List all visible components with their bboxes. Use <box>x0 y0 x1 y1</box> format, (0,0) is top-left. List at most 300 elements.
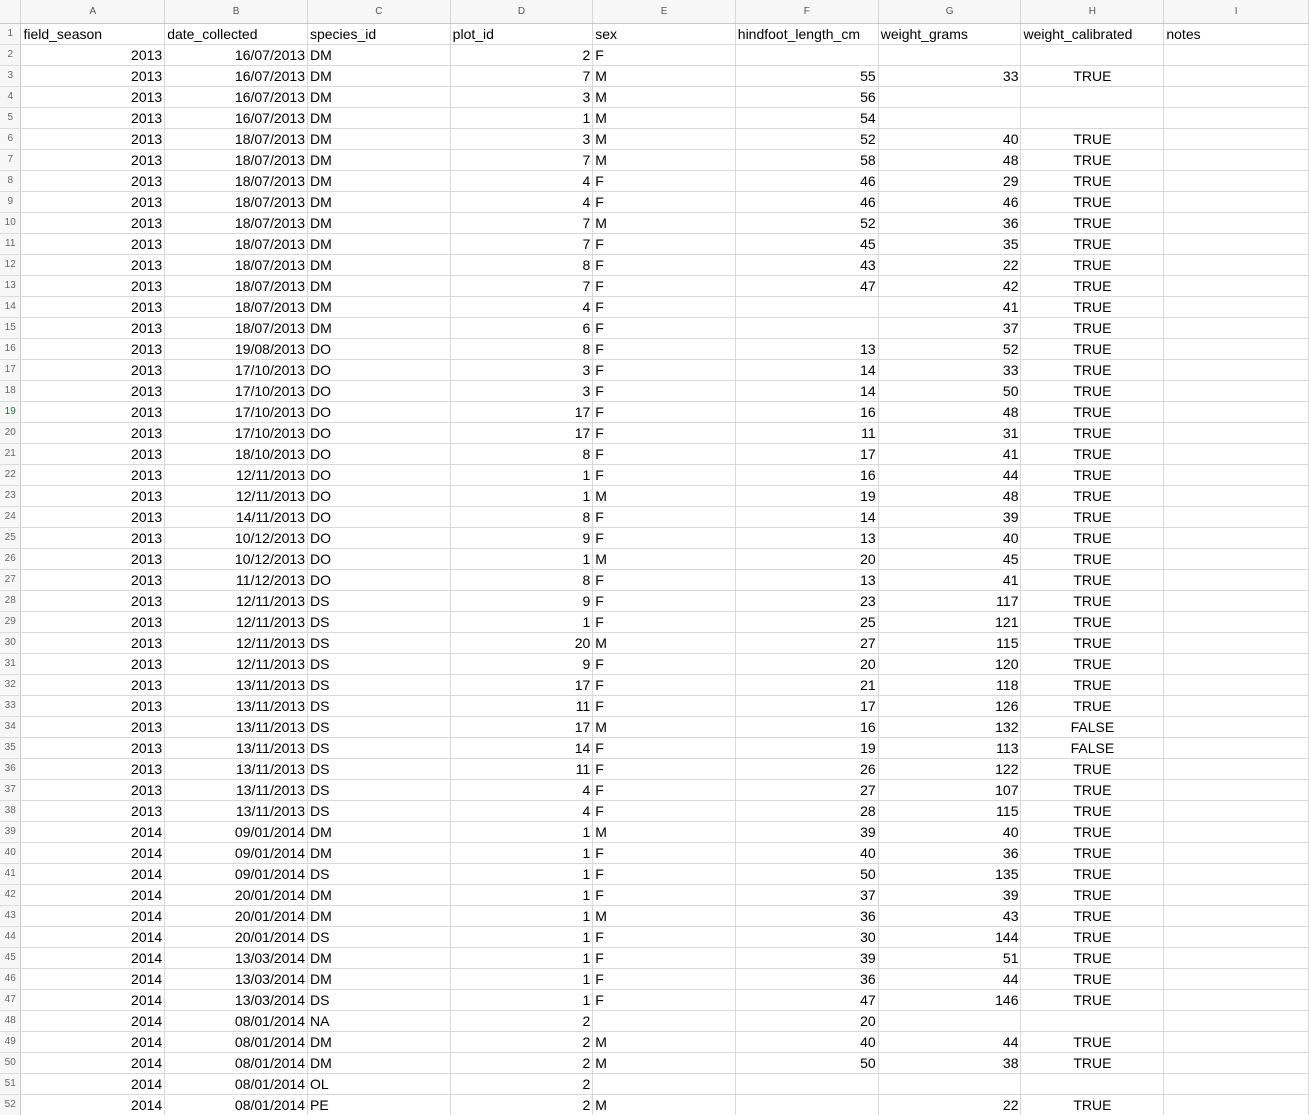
cell-a15[interactable]: 2013 <box>21 317 165 338</box>
cell-c46[interactable]: DM <box>307 968 450 989</box>
cell-e8[interactable]: F <box>593 170 736 191</box>
cell-g10[interactable]: 36 <box>878 212 1021 233</box>
cell-b17[interactable]: 17/10/2013 <box>165 359 308 380</box>
cell-g52[interactable]: 22 <box>878 1094 1021 1115</box>
cell-g15[interactable]: 37 <box>878 317 1021 338</box>
cell-h4[interactable] <box>1021 86 1164 107</box>
row-header-4[interactable]: 4 <box>0 86 21 107</box>
cell-e3[interactable]: M <box>593 65 736 86</box>
cell-f43[interactable]: 36 <box>735 905 878 926</box>
cell-h2[interactable] <box>1021 44 1164 65</box>
cell-f38[interactable]: 28 <box>735 800 878 821</box>
cell-a9[interactable]: 2013 <box>21 191 165 212</box>
cell-b45[interactable]: 13/03/2014 <box>165 947 308 968</box>
cell-g28[interactable]: 117 <box>878 590 1021 611</box>
cell-i47[interactable] <box>1164 989 1309 1010</box>
cell-h11[interactable]: TRUE <box>1021 233 1164 254</box>
cell-e42[interactable]: F <box>593 884 736 905</box>
cell-c31[interactable]: DS <box>307 653 450 674</box>
cell-e19[interactable]: F <box>593 401 736 422</box>
cell-d39[interactable]: 1 <box>450 821 593 842</box>
cell-i25[interactable] <box>1164 527 1309 548</box>
cell-b12[interactable]: 18/07/2013 <box>165 254 308 275</box>
cell-g17[interactable]: 33 <box>878 359 1021 380</box>
cell-f15[interactable] <box>735 317 878 338</box>
cell-i8[interactable] <box>1164 170 1309 191</box>
cell-c10[interactable]: DM <box>307 212 450 233</box>
cell-e13[interactable]: F <box>593 275 736 296</box>
cell-h15[interactable]: TRUE <box>1021 317 1164 338</box>
cell-b27[interactable]: 11/12/2013 <box>165 569 308 590</box>
cell-c8[interactable]: DM <box>307 170 450 191</box>
cell-d47[interactable]: 1 <box>450 989 593 1010</box>
cell-d43[interactable]: 1 <box>450 905 593 926</box>
cell-c39[interactable]: DM <box>307 821 450 842</box>
cell-g34[interactable]: 132 <box>878 716 1021 737</box>
cell-d27[interactable]: 8 <box>450 569 593 590</box>
cell-h52[interactable]: TRUE <box>1021 1094 1164 1115</box>
cell-c20[interactable]: DO <box>307 422 450 443</box>
cell-d6[interactable]: 3 <box>450 128 593 149</box>
cell-d28[interactable]: 9 <box>450 590 593 611</box>
cell-f40[interactable]: 40 <box>735 842 878 863</box>
cell-f28[interactable]: 23 <box>735 590 878 611</box>
cell-i24[interactable] <box>1164 506 1309 527</box>
cell-h48[interactable] <box>1021 1010 1164 1031</box>
cell-a8[interactable]: 2013 <box>21 170 165 191</box>
cell-a46[interactable]: 2014 <box>21 968 165 989</box>
cell-a36[interactable]: 2013 <box>21 758 165 779</box>
cell-c15[interactable]: DM <box>307 317 450 338</box>
cell-a16[interactable]: 2013 <box>21 338 165 359</box>
cell-d35[interactable]: 14 <box>450 737 593 758</box>
cell-a14[interactable]: 2013 <box>21 296 165 317</box>
cell-c38[interactable]: DS <box>307 800 450 821</box>
cell-b11[interactable]: 18/07/2013 <box>165 233 308 254</box>
row-header-47[interactable]: 47 <box>0 989 21 1010</box>
cell-b37[interactable]: 13/11/2013 <box>165 779 308 800</box>
cell-a50[interactable]: 2014 <box>21 1052 165 1073</box>
cell-d30[interactable]: 20 <box>450 632 593 653</box>
cell-h17[interactable]: TRUE <box>1021 359 1164 380</box>
cell-a22[interactable]: 2013 <box>21 464 165 485</box>
cell-b41[interactable]: 09/01/2014 <box>165 863 308 884</box>
cell-a34[interactable]: 2013 <box>21 716 165 737</box>
cell-i17[interactable] <box>1164 359 1309 380</box>
cell-b50[interactable]: 08/01/2014 <box>165 1052 308 1073</box>
cell-c16[interactable]: DO <box>307 338 450 359</box>
header-cell-weight-calibrated[interactable]: weight_calibrated <box>1021 23 1164 44</box>
cell-f30[interactable]: 27 <box>735 632 878 653</box>
cell-b14[interactable]: 18/07/2013 <box>165 296 308 317</box>
cell-h51[interactable] <box>1021 1073 1164 1094</box>
cell-d4[interactable]: 3 <box>450 86 593 107</box>
cell-f37[interactable]: 27 <box>735 779 878 800</box>
cell-a32[interactable]: 2013 <box>21 674 165 695</box>
cell-f11[interactable]: 45 <box>735 233 878 254</box>
cell-a6[interactable]: 2013 <box>21 128 165 149</box>
cell-i7[interactable] <box>1164 149 1309 170</box>
cell-i44[interactable] <box>1164 926 1309 947</box>
cell-d14[interactable]: 4 <box>450 296 593 317</box>
cell-c23[interactable]: DO <box>307 485 450 506</box>
cell-c19[interactable]: DO <box>307 401 450 422</box>
cell-d45[interactable]: 1 <box>450 947 593 968</box>
cell-g36[interactable]: 122 <box>878 758 1021 779</box>
cell-h21[interactable]: TRUE <box>1021 443 1164 464</box>
cell-b10[interactable]: 18/07/2013 <box>165 212 308 233</box>
cell-h50[interactable]: TRUE <box>1021 1052 1164 1073</box>
cell-i50[interactable] <box>1164 1052 1309 1073</box>
cell-e35[interactable]: F <box>593 737 736 758</box>
row-header-29[interactable]: 29 <box>0 611 21 632</box>
cell-h42[interactable]: TRUE <box>1021 884 1164 905</box>
cell-h36[interactable]: TRUE <box>1021 758 1164 779</box>
row-header-46[interactable]: 46 <box>0 968 21 989</box>
cell-a49[interactable]: 2014 <box>21 1031 165 1052</box>
cell-f6[interactable]: 52 <box>735 128 878 149</box>
header-cell-plot-id[interactable]: plot_id <box>450 23 593 44</box>
row-header-19[interactable]: 19 <box>0 401 21 422</box>
cell-b33[interactable]: 13/11/2013 <box>165 695 308 716</box>
row-header-34[interactable]: 34 <box>0 716 21 737</box>
select-all-corner[interactable] <box>0 0 21 23</box>
cell-e52[interactable]: M <box>593 1094 736 1115</box>
cell-d13[interactable]: 7 <box>450 275 593 296</box>
row-header-49[interactable]: 49 <box>0 1031 21 1052</box>
cell-d12[interactable]: 8 <box>450 254 593 275</box>
cell-d38[interactable]: 4 <box>450 800 593 821</box>
cell-a39[interactable]: 2014 <box>21 821 165 842</box>
cell-e17[interactable]: F <box>593 359 736 380</box>
cell-b43[interactable]: 20/01/2014 <box>165 905 308 926</box>
cell-e5[interactable]: M <box>593 107 736 128</box>
column-header-b[interactable]: B <box>165 0 308 23</box>
cell-b26[interactable]: 10/12/2013 <box>165 548 308 569</box>
row-header-14[interactable]: 14 <box>0 296 21 317</box>
cell-d36[interactable]: 11 <box>450 758 593 779</box>
header-cell-species-id[interactable]: species_id <box>307 23 450 44</box>
cell-h19[interactable]: TRUE <box>1021 401 1164 422</box>
cell-a29[interactable]: 2013 <box>21 611 165 632</box>
cell-b7[interactable]: 18/07/2013 <box>165 149 308 170</box>
cell-g24[interactable]: 39 <box>878 506 1021 527</box>
cell-b22[interactable]: 12/11/2013 <box>165 464 308 485</box>
cell-g42[interactable]: 39 <box>878 884 1021 905</box>
cell-a7[interactable]: 2013 <box>21 149 165 170</box>
cell-h32[interactable]: TRUE <box>1021 674 1164 695</box>
cell-a10[interactable]: 2013 <box>21 212 165 233</box>
row-header-26[interactable]: 26 <box>0 548 21 569</box>
row-header-20[interactable]: 20 <box>0 422 21 443</box>
cell-a12[interactable]: 2013 <box>21 254 165 275</box>
cell-e32[interactable]: F <box>593 674 736 695</box>
cell-f16[interactable]: 13 <box>735 338 878 359</box>
cell-g4[interactable] <box>878 86 1021 107</box>
cell-i13[interactable] <box>1164 275 1309 296</box>
cell-c7[interactable]: DM <box>307 149 450 170</box>
cell-e36[interactable]: F <box>593 758 736 779</box>
cell-a38[interactable]: 2013 <box>21 800 165 821</box>
cell-h47[interactable]: TRUE <box>1021 989 1164 1010</box>
cell-h37[interactable]: TRUE <box>1021 779 1164 800</box>
cell-h43[interactable]: TRUE <box>1021 905 1164 926</box>
column-header-g[interactable]: G <box>878 0 1021 23</box>
cell-h40[interactable]: TRUE <box>1021 842 1164 863</box>
cell-c51[interactable]: OL <box>307 1073 450 1094</box>
cell-i10[interactable] <box>1164 212 1309 233</box>
cell-h14[interactable]: TRUE <box>1021 296 1164 317</box>
cell-a21[interactable]: 2013 <box>21 443 165 464</box>
cell-f9[interactable]: 46 <box>735 191 878 212</box>
cell-a48[interactable]: 2014 <box>21 1010 165 1031</box>
cell-f20[interactable]: 11 <box>735 422 878 443</box>
cell-f21[interactable]: 17 <box>735 443 878 464</box>
cell-c35[interactable]: DS <box>307 737 450 758</box>
cell-a51[interactable]: 2014 <box>21 1073 165 1094</box>
cell-i35[interactable] <box>1164 737 1309 758</box>
cell-i3[interactable] <box>1164 65 1309 86</box>
cell-h5[interactable] <box>1021 107 1164 128</box>
cell-e46[interactable]: F <box>593 968 736 989</box>
cell-h7[interactable]: TRUE <box>1021 149 1164 170</box>
row-header-37[interactable]: 37 <box>0 779 21 800</box>
cell-d29[interactable]: 1 <box>450 611 593 632</box>
cell-a52[interactable]: 2014 <box>21 1094 165 1115</box>
cell-i11[interactable] <box>1164 233 1309 254</box>
cell-b24[interactable]: 14/11/2013 <box>165 506 308 527</box>
cell-i46[interactable] <box>1164 968 1309 989</box>
row-header-52[interactable]: 52 <box>0 1094 21 1115</box>
cell-e7[interactable]: M <box>593 149 736 170</box>
cell-c6[interactable]: DM <box>307 128 450 149</box>
row-header-30[interactable]: 30 <box>0 632 21 653</box>
cell-b49[interactable]: 08/01/2014 <box>165 1031 308 1052</box>
cell-b21[interactable]: 18/10/2013 <box>165 443 308 464</box>
cell-c25[interactable]: DO <box>307 527 450 548</box>
row-header-51[interactable]: 51 <box>0 1073 21 1094</box>
cell-e21[interactable]: F <box>593 443 736 464</box>
cell-d52[interactable]: 2 <box>450 1094 593 1115</box>
cell-c9[interactable]: DM <box>307 191 450 212</box>
cell-e25[interactable]: F <box>593 527 736 548</box>
cell-h28[interactable]: TRUE <box>1021 590 1164 611</box>
row-header-7[interactable]: 7 <box>0 149 21 170</box>
cell-c14[interactable]: DM <box>307 296 450 317</box>
cell-d8[interactable]: 4 <box>450 170 593 191</box>
cell-e11[interactable]: F <box>593 233 736 254</box>
cell-i14[interactable] <box>1164 296 1309 317</box>
cell-f23[interactable]: 19 <box>735 485 878 506</box>
cell-a30[interactable]: 2013 <box>21 632 165 653</box>
cell-f31[interactable]: 20 <box>735 653 878 674</box>
cell-b39[interactable]: 09/01/2014 <box>165 821 308 842</box>
cell-d22[interactable]: 1 <box>450 464 593 485</box>
header-cell-weight-grams[interactable]: weight_grams <box>878 23 1021 44</box>
cell-a2[interactable]: 2013 <box>21 44 165 65</box>
row-header-36[interactable]: 36 <box>0 758 21 779</box>
cell-b42[interactable]: 20/01/2014 <box>165 884 308 905</box>
cell-i29[interactable] <box>1164 611 1309 632</box>
cell-e50[interactable]: M <box>593 1052 736 1073</box>
cell-d17[interactable]: 3 <box>450 359 593 380</box>
cell-c22[interactable]: DO <box>307 464 450 485</box>
cell-h22[interactable]: TRUE <box>1021 464 1164 485</box>
row-header-50[interactable]: 50 <box>0 1052 21 1073</box>
cell-f34[interactable]: 16 <box>735 716 878 737</box>
cell-d20[interactable]: 17 <box>450 422 593 443</box>
cell-a33[interactable]: 2013 <box>21 695 165 716</box>
cell-c48[interactable]: NA <box>307 1010 450 1031</box>
cell-i43[interactable] <box>1164 905 1309 926</box>
cell-i36[interactable] <box>1164 758 1309 779</box>
cell-i4[interactable] <box>1164 86 1309 107</box>
cell-e20[interactable]: F <box>593 422 736 443</box>
cell-e28[interactable]: F <box>593 590 736 611</box>
cell-f8[interactable]: 46 <box>735 170 878 191</box>
cell-f12[interactable]: 43 <box>735 254 878 275</box>
header-cell-date-collected[interactable]: date_collected <box>165 23 308 44</box>
cell-i31[interactable] <box>1164 653 1309 674</box>
cell-b8[interactable]: 18/07/2013 <box>165 170 308 191</box>
cell-i30[interactable] <box>1164 632 1309 653</box>
cell-f49[interactable]: 40 <box>735 1031 878 1052</box>
cell-d26[interactable]: 1 <box>450 548 593 569</box>
cell-g13[interactable]: 42 <box>878 275 1021 296</box>
cell-e51[interactable] <box>593 1073 736 1094</box>
cell-b36[interactable]: 13/11/2013 <box>165 758 308 779</box>
cell-e33[interactable]: F <box>593 695 736 716</box>
cell-b35[interactable]: 13/11/2013 <box>165 737 308 758</box>
cell-h18[interactable]: TRUE <box>1021 380 1164 401</box>
cell-g6[interactable]: 40 <box>878 128 1021 149</box>
cell-a37[interactable]: 2013 <box>21 779 165 800</box>
cell-b31[interactable]: 12/11/2013 <box>165 653 308 674</box>
cell-c36[interactable]: DS <box>307 758 450 779</box>
cell-d2[interactable]: 2 <box>450 44 593 65</box>
row-header-2[interactable]: 2 <box>0 44 21 65</box>
cell-h33[interactable]: TRUE <box>1021 695 1164 716</box>
row-header-5[interactable]: 5 <box>0 107 21 128</box>
cell-i51[interactable] <box>1164 1073 1309 1094</box>
cell-h12[interactable]: TRUE <box>1021 254 1164 275</box>
cell-e16[interactable]: F <box>593 338 736 359</box>
cell-e48[interactable] <box>593 1010 736 1031</box>
column-header-d[interactable]: D <box>450 0 593 23</box>
cell-f17[interactable]: 14 <box>735 359 878 380</box>
column-header-c[interactable]: C <box>307 0 450 23</box>
cell-g26[interactable]: 45 <box>878 548 1021 569</box>
cell-f39[interactable]: 39 <box>735 821 878 842</box>
cell-i48[interactable] <box>1164 1010 1309 1031</box>
cell-c52[interactable]: PE <box>307 1094 450 1115</box>
cell-f22[interactable]: 16 <box>735 464 878 485</box>
cell-e37[interactable]: F <box>593 779 736 800</box>
cell-a24[interactable]: 2013 <box>21 506 165 527</box>
cell-c41[interactable]: DS <box>307 863 450 884</box>
cell-b40[interactable]: 09/01/2014 <box>165 842 308 863</box>
row-header-13[interactable]: 13 <box>0 275 21 296</box>
cell-f10[interactable]: 52 <box>735 212 878 233</box>
cell-g27[interactable]: 41 <box>878 569 1021 590</box>
cell-g40[interactable]: 36 <box>878 842 1021 863</box>
cell-e12[interactable]: F <box>593 254 736 275</box>
cell-e15[interactable]: F <box>593 317 736 338</box>
cell-h41[interactable]: TRUE <box>1021 863 1164 884</box>
cell-g51[interactable] <box>878 1073 1021 1094</box>
cell-b32[interactable]: 13/11/2013 <box>165 674 308 695</box>
cell-f46[interactable]: 36 <box>735 968 878 989</box>
cell-e41[interactable]: F <box>593 863 736 884</box>
cell-b48[interactable]: 08/01/2014 <box>165 1010 308 1031</box>
cell-a47[interactable]: 2014 <box>21 989 165 1010</box>
cell-a5[interactable]: 2013 <box>21 107 165 128</box>
cell-a42[interactable]: 2014 <box>21 884 165 905</box>
cell-h23[interactable]: TRUE <box>1021 485 1164 506</box>
cell-g48[interactable] <box>878 1010 1021 1031</box>
cell-c42[interactable]: DM <box>307 884 450 905</box>
cell-h35[interactable]: FALSE <box>1021 737 1164 758</box>
cell-b16[interactable]: 19/08/2013 <box>165 338 308 359</box>
cell-f45[interactable]: 39 <box>735 947 878 968</box>
cell-i5[interactable] <box>1164 107 1309 128</box>
cell-h34[interactable]: FALSE <box>1021 716 1164 737</box>
cell-d5[interactable]: 1 <box>450 107 593 128</box>
cell-b3[interactable]: 16/07/2013 <box>165 65 308 86</box>
cell-a45[interactable]: 2014 <box>21 947 165 968</box>
row-header-24[interactable]: 24 <box>0 506 21 527</box>
cell-a23[interactable]: 2013 <box>21 485 165 506</box>
cell-d16[interactable]: 8 <box>450 338 593 359</box>
cell-d15[interactable]: 6 <box>450 317 593 338</box>
cell-c28[interactable]: DS <box>307 590 450 611</box>
row-header-10[interactable]: 10 <box>0 212 21 233</box>
cell-b20[interactable]: 17/10/2013 <box>165 422 308 443</box>
cell-g20[interactable]: 31 <box>878 422 1021 443</box>
row-header-12[interactable]: 12 <box>0 254 21 275</box>
cell-c37[interactable]: DS <box>307 779 450 800</box>
row-header-31[interactable]: 31 <box>0 653 21 674</box>
cell-f52[interactable] <box>735 1094 878 1115</box>
cell-c40[interactable]: DM <box>307 842 450 863</box>
row-header-17[interactable]: 17 <box>0 359 21 380</box>
cell-g31[interactable]: 120 <box>878 653 1021 674</box>
cell-a17[interactable]: 2013 <box>21 359 165 380</box>
cell-d42[interactable]: 1 <box>450 884 593 905</box>
cell-f35[interactable]: 19 <box>735 737 878 758</box>
row-header-18[interactable]: 18 <box>0 380 21 401</box>
cell-a25[interactable]: 2013 <box>21 527 165 548</box>
cell-e44[interactable]: F <box>593 926 736 947</box>
cell-e30[interactable]: M <box>593 632 736 653</box>
cell-g9[interactable]: 46 <box>878 191 1021 212</box>
row-header-16[interactable]: 16 <box>0 338 21 359</box>
cell-b51[interactable]: 08/01/2014 <box>165 1073 308 1094</box>
cell-h8[interactable]: TRUE <box>1021 170 1164 191</box>
cell-c49[interactable]: DM <box>307 1031 450 1052</box>
cell-d37[interactable]: 4 <box>450 779 593 800</box>
row-header-27[interactable]: 27 <box>0 569 21 590</box>
cell-i38[interactable] <box>1164 800 1309 821</box>
cell-g21[interactable]: 41 <box>878 443 1021 464</box>
cell-d18[interactable]: 3 <box>450 380 593 401</box>
row-header-23[interactable]: 23 <box>0 485 21 506</box>
cell-f32[interactable]: 21 <box>735 674 878 695</box>
cell-b2[interactable]: 16/07/2013 <box>165 44 308 65</box>
cell-b23[interactable]: 12/11/2013 <box>165 485 308 506</box>
cell-f19[interactable]: 16 <box>735 401 878 422</box>
cell-i39[interactable] <box>1164 821 1309 842</box>
